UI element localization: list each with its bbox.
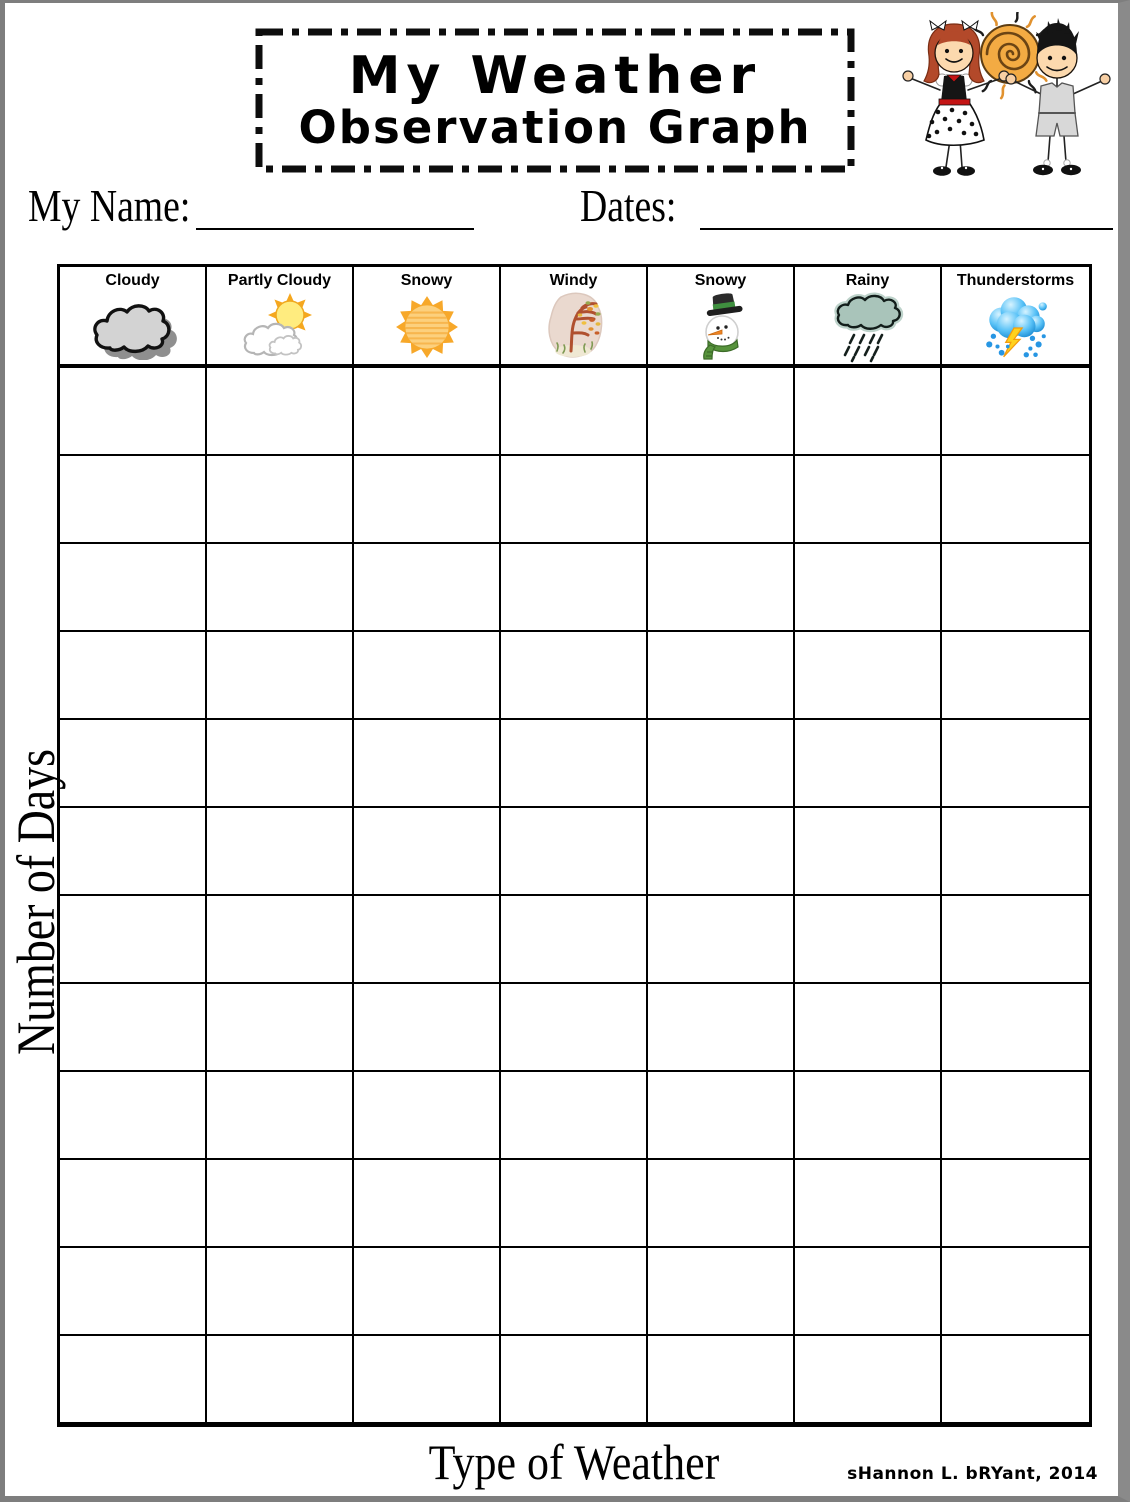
page-title-line1: My Weather [348, 46, 762, 107]
grid-cell [942, 984, 1089, 1072]
grid-cell [207, 984, 354, 1072]
grid-cell [795, 808, 942, 896]
grid-cell [60, 1248, 207, 1336]
grid-cell [942, 368, 1089, 456]
grid-cell [354, 1248, 501, 1336]
y-axis-label: Number of Days [6, 749, 66, 1055]
grid-cell [648, 720, 795, 808]
grid-cell [942, 456, 1089, 544]
grid-cell [60, 896, 207, 984]
grid-cell [354, 544, 501, 632]
cloud-icon [87, 294, 179, 360]
my-name-label: My Name: [28, 180, 191, 231]
name-dates-row [28, 180, 1102, 236]
title-box [255, 28, 855, 173]
grid-cell [795, 1160, 942, 1248]
grid-cell [795, 368, 942, 456]
author-credit: sHannon L. bRYant, 2014 [847, 1464, 1098, 1484]
grid-cell [648, 1336, 795, 1424]
grid-cell [207, 1336, 354, 1424]
x-axis-label: Type of Weather [428, 1434, 720, 1490]
grid-cell [942, 1336, 1089, 1424]
grid-cell [648, 1248, 795, 1336]
grid-cell [207, 808, 354, 896]
dates-blank-line [700, 190, 1113, 230]
grid-cell [501, 544, 648, 632]
grid-cell [60, 632, 207, 720]
grid-cell [501, 632, 648, 720]
grid-cell [354, 456, 501, 544]
column-label: Snowy [694, 272, 747, 289]
grid-cell [207, 1248, 354, 1336]
page-title-line2: Observation Graph [298, 101, 812, 155]
column-label: Windy [549, 272, 598, 289]
grid-cell [648, 896, 795, 984]
column-label: Snowy [400, 272, 453, 289]
grid-cell [354, 720, 501, 808]
grid-cell [501, 1248, 648, 1336]
grid-cell [354, 368, 501, 456]
grid-cell [795, 720, 942, 808]
grid-cell [354, 1160, 501, 1248]
grid-cell [501, 456, 648, 544]
grid-cell [354, 808, 501, 896]
grid-cell [795, 1072, 942, 1160]
grid-cell [795, 1336, 942, 1424]
grid-cell [207, 456, 354, 544]
grid-cell [795, 544, 942, 632]
grid-cell [60, 1336, 207, 1424]
rain-cloud-icon [828, 291, 908, 363]
grid-cell [207, 896, 354, 984]
grid-cell [648, 808, 795, 896]
snowman-icon [691, 292, 751, 362]
grid-cell [942, 544, 1089, 632]
grid-cell [60, 1072, 207, 1160]
grid-cell [207, 1160, 354, 1248]
grid-cell [207, 632, 354, 720]
grid-cell [501, 984, 648, 1072]
column-label: Partly Cloudy [227, 272, 332, 289]
grid-cell [795, 896, 942, 984]
sun-icon [394, 294, 460, 360]
grid-cell [354, 1336, 501, 1424]
grid-cell [207, 1072, 354, 1160]
dates-label: Dates: [580, 180, 677, 231]
grid-cell [60, 368, 207, 456]
grid-cell [795, 984, 942, 1072]
grid-cell [942, 896, 1089, 984]
grid-cell [207, 544, 354, 632]
grid-cell [942, 720, 1089, 808]
column-label: Cloudy [105, 272, 160, 289]
grid-cell [648, 632, 795, 720]
grid-cell [942, 1248, 1089, 1336]
grid-cell [354, 1072, 501, 1160]
sun-behind-cloud-icon [240, 293, 320, 361]
grid-cell [501, 1072, 648, 1160]
grid-cell [942, 632, 1089, 720]
column-header-7-thunderstorms [942, 267, 1089, 368]
column-label: Rainy [845, 272, 890, 289]
grid-cell [501, 896, 648, 984]
grid-cell [207, 368, 354, 456]
grid-cell [501, 720, 648, 808]
grid-cell [60, 808, 207, 896]
grid-cell [60, 456, 207, 544]
grid-cell [648, 456, 795, 544]
column-header-5-snowy-snowman [648, 267, 795, 368]
grid-cell [648, 1072, 795, 1160]
grid-cell [942, 808, 1089, 896]
column-label: Thunderstorms [956, 272, 1075, 289]
grid-cell [501, 808, 648, 896]
grid-cell [942, 1160, 1089, 1248]
grid-cell [354, 632, 501, 720]
grid-cell [354, 984, 501, 1072]
grid-cell [648, 544, 795, 632]
grid-cell [60, 544, 207, 632]
grid-cell [942, 1072, 1089, 1160]
grid-cell [795, 632, 942, 720]
name-blank-line [196, 190, 474, 230]
grid-cell [501, 368, 648, 456]
grid-cell [795, 1248, 942, 1336]
grid-cell [207, 720, 354, 808]
grid-cell [795, 456, 942, 544]
column-header-3-snowy-sun [354, 267, 501, 368]
column-header-6-rainy [795, 267, 942, 368]
grid-cell [60, 720, 207, 808]
grid-cell [60, 1160, 207, 1248]
grid-cell [648, 1160, 795, 1248]
grid-cell [354, 896, 501, 984]
grid-cell [60, 984, 207, 1072]
kids-and-sun-clipart [892, 12, 1116, 184]
column-header-1-cloudy [60, 267, 207, 368]
graph-grid [57, 264, 1092, 1427]
grid-cell [501, 1336, 648, 1424]
grid-cell [501, 1160, 648, 1248]
column-header-2-partly-cloudy [207, 267, 354, 368]
grid-cell [648, 368, 795, 456]
column-header-4-windy [501, 267, 648, 368]
grid-cell [648, 984, 795, 1072]
windy-tree-icon [545, 291, 603, 365]
storm-cloud-icon [979, 293, 1053, 361]
